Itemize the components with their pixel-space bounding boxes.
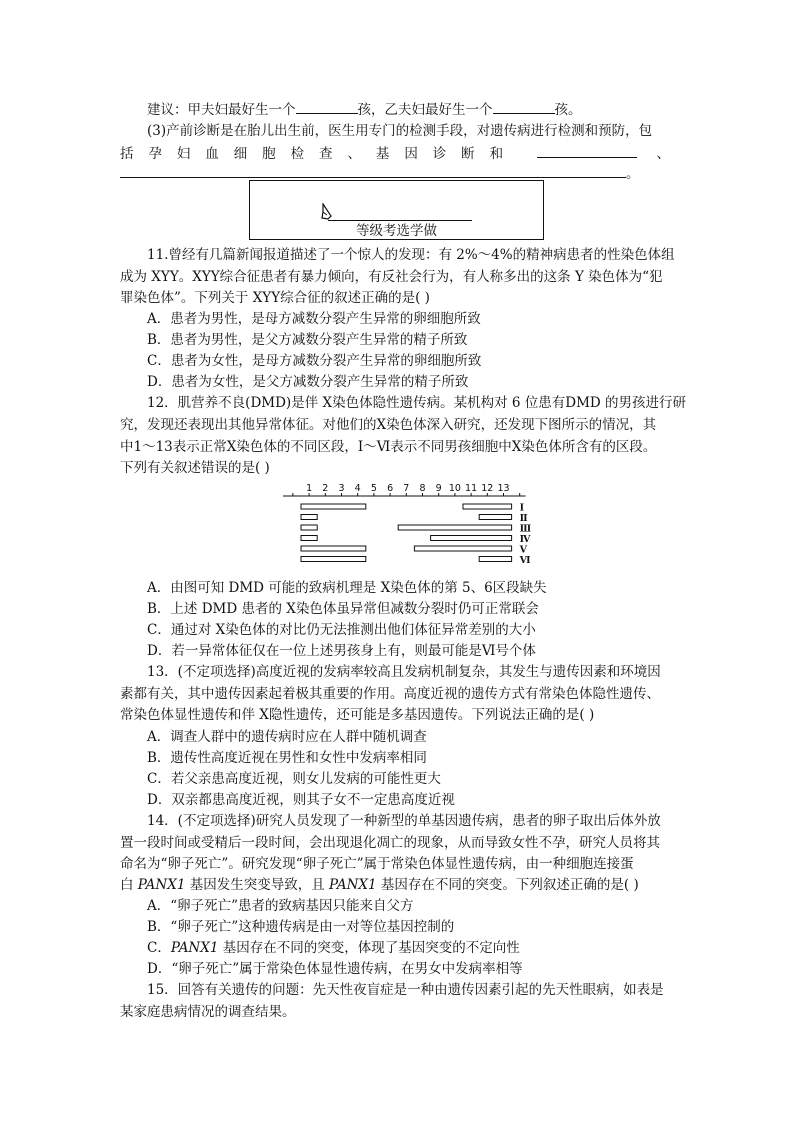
tick-label: 10 [448,483,461,494]
tick-label: 13 [497,483,510,494]
segment-bar [301,504,366,509]
tick-label: 2 [322,483,329,494]
tick-label: 9 [435,483,442,494]
segment-bar [463,504,512,509]
segment-bar [301,525,317,530]
q11-option-d[interactable]: D．患者为女性，是父方减数分裂产生异常的精子所致 [147,374,469,390]
q14-option-c[interactable]: C．PANX1 基因存在不同的突变，体现了基因突变的不定向性 [147,940,520,956]
q14-line3: 命名为“卵子死亡”。研究发现“卵子死亡”属于常染色体显性遗传病，由一种细胞连接蛋 [120,856,634,872]
segment-bar [431,536,512,541]
row-label: Ⅴ [519,544,527,556]
tick-label: 11 [465,483,478,494]
q14-line4: 白 PANX1 基因发生突变导致，且 PANX1 基因存在不同的突变。下列叙述正确的是( ) [120,877,639,893]
q12-line3: 中1～13表示正常X染色体的不同区段，Ⅰ～Ⅵ表示不同男孩细胞中X染色体所含有的区段。 [120,439,657,455]
q15-line1: 15．回答有关遗传的问题：先天性夜盲症是一种由遗传因素引起的先天性眼病，如表是 [147,982,664,998]
q13-line3: 常染色体显性遗传和伴 X隐性遗传，还可能是多基因遗传。下列说法正确的是( ) [120,707,595,723]
segment-bar [301,515,317,520]
q13-option-a[interactable]: A．调查人群中的遗传病时应在人群中随机调查 [147,729,427,745]
q12-line2: 究，发现还表现出其他异常体征。对他们的X染色体深入研究，还发现下图所示的情况，其 [120,417,657,433]
gene-name: PANX1 [137,877,186,893]
q13-line1: 13．(不定项选择)高度近视的发病率较高且发病机制复杂，其发生与遗传因素和环境因 [147,664,661,680]
q3-line1: (3)产前诊断是在胎儿出生前，医生用专门的检测手段，对遗传病进行检测和预防，包 [147,123,653,139]
pen-icon [320,203,334,221]
q11-line2: 成为 XYY。XYY综合征患者有暴力倾向，有反社会行为，有人称多出的这条 Y 染色体为“犯 [120,269,663,285]
tick-label: 7 [403,483,410,494]
segment-bar [301,546,366,551]
answer-blank[interactable] [120,163,626,178]
q12-option-a[interactable]: A．由图可知 DMD 可能的致病机理是 X染色体的第 5、6区段缺失 [147,580,547,596]
row-label: Ⅳ [519,534,531,545]
x-chromosome-segment-chart [283,480,543,574]
q14-option-b[interactable]: B．“卵子死亡”这种遗传病是由一对等位基因控制的 [147,919,455,935]
banner-title: 等级考选学做 [356,223,437,239]
q14-option-d[interactable]: D．“卵子死亡”属于常染色体显性遗传病，在男女中发病率相等 [147,961,523,977]
segment-bar [398,525,511,530]
q11-option-b[interactable]: B．患者为男性，是父方减数分裂产生异常的精子所致 [147,332,468,348]
tick-label: 12 [481,483,494,494]
row-label: Ⅰ [519,502,525,514]
q11-option-a[interactable]: A．患者为男性，是母方减数分裂产生异常的卵细胞所致 [147,311,481,327]
row-label: Ⅱ [519,513,528,524]
gene-name: PANX1 [329,877,377,893]
q11-option-c[interactable]: C．患者为女性，是母方减数分裂产生异常的卵细胞所致 [147,353,482,369]
q12-option-c[interactable]: C．通过对 X染色体的对比仍无法推测出他们体征异常差别的大小 [147,622,536,638]
q15-line2: 某家庭患病情况的调查结果。 [120,1004,296,1020]
q12-line1: 12．肌营养不良(DMD)是伴 X染色体隐性遗传病。某机构对 6 位患有DMD 的男孩进行研 [147,395,687,411]
q3-line2: 括孕妇血细胞检查、基因诊断和 、 [120,143,670,164]
segment-bar [301,536,317,541]
row-label: Ⅲ [519,523,532,535]
q14-option-a[interactable]: A．“卵子死亡”患者的致病基因只能来自父方 [147,898,414,914]
q3-line3: 。 [120,163,680,184]
answer-blank[interactable] [537,143,637,158]
q12-option-b[interactable]: B．上述 DMD 患者的 X染色体虽异常但减数分裂时仍可正常联会 [147,601,539,617]
segment-bar [414,546,511,551]
suggestion-line: 建议：甲夫妇最好生一个 孩，乙夫妇最好生一个 孩。 [147,99,707,120]
segment-bar [301,557,366,562]
tick-label: 4 [354,483,361,494]
q11-line3: 罪染色体”。下列关于 XYY综合征的叙述正确的是( ) [120,290,430,306]
q11-line1: 11.曾经有几篇新闻报道描述了一个惊人的发现：有 2%～4%的精神病患者的性染色体组 [147,247,675,263]
tick-label: 3 [338,483,345,494]
q13-option-c[interactable]: C．若父亲患高度近视，则女儿发病的可能性更大 [147,771,441,787]
q14-line1: 14．(不定项选择)研究人员发现了一种新型的单基因遗传病，患者的卵子取出后体外放 [147,813,661,829]
q14-line2: 置一段时间或受精后一段时间，会出现退化凋亡的现象，从而导致女性不孕，研究人员将其 [120,835,660,851]
q13-option-b[interactable]: B．遗传性高度近视在男性和女性中发病率相同 [147,750,427,766]
segment-bar [479,515,511,520]
q12-option-d[interactable]: D．若一异常体征仅在一位上述男孩身上有，则最可能是Ⅵ号个体 [147,643,536,659]
banner-rule [328,220,472,221]
row-label: Ⅵ [519,555,531,566]
answer-blank[interactable] [296,99,358,114]
tick-label: 5 [370,483,377,494]
answer-blank[interactable] [493,99,555,114]
tick-label: 8 [419,483,426,494]
q13-option-d[interactable]: D．双亲都患高度近视，则其子女不一定患高度近视 [147,792,455,808]
gene-name: PANX1 [170,940,219,956]
tick-label: 6 [387,483,394,494]
q13-line2: 素都有关，其中遗传因素起着极其重要的作用。高度近视的遗传方式有常染色体隐性遗传、 [120,686,660,702]
section-banner [249,180,544,240]
segment-bar [479,557,511,562]
q12-line4: 下列有关叙述错误的是( ) [120,460,270,476]
tick-label: 1 [306,483,313,494]
